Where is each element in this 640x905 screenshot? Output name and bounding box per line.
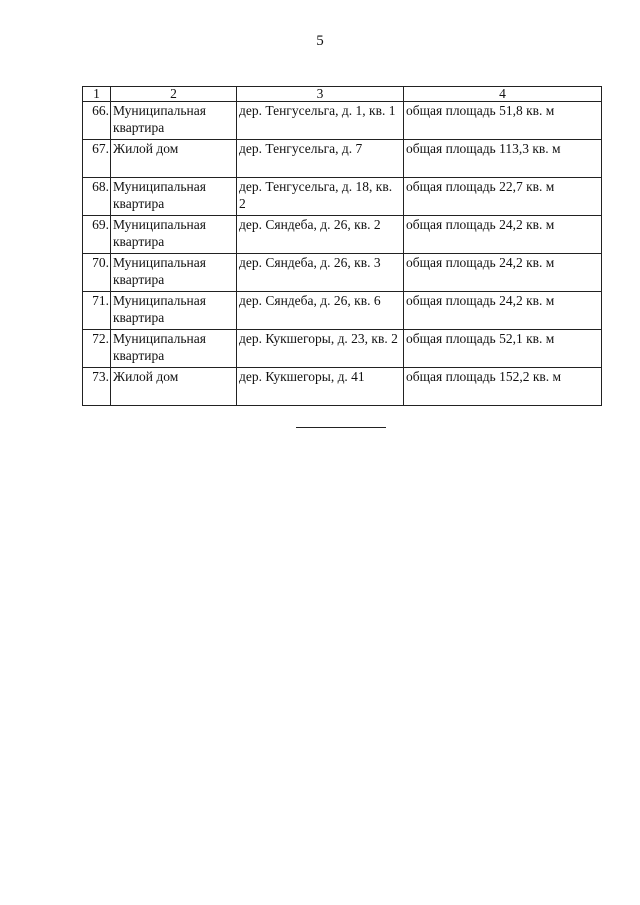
object-area: общая площадь 24,2 кв. м: [404, 254, 602, 292]
table-header-row: [83, 87, 602, 102]
property-table: [82, 86, 602, 406]
row-number: 73.: [83, 368, 111, 406]
object-type: Жилой дом: [111, 368, 237, 406]
object-area: общая площадь 24,2 кв. м: [404, 216, 602, 254]
end-of-table-rule: [296, 427, 386, 428]
object-type: Муниципальная квартира: [111, 216, 237, 254]
object-type: Муниципальная квартира: [111, 292, 237, 330]
column-header: 3: [237, 87, 404, 102]
object-area: общая площадь 22,7 кв. м: [404, 178, 602, 216]
page-number: 5: [316, 33, 324, 49]
table-row: [83, 178, 602, 216]
object-area: общая площадь 113,3 кв. м: [404, 140, 602, 178]
column-header: 2: [111, 87, 237, 102]
object-address: дер. Кукшегоры, д. 41: [237, 368, 404, 406]
row-number: 68.: [83, 178, 111, 216]
table-row: [83, 216, 602, 254]
object-area: общая площадь 52,1 кв. м: [404, 330, 602, 368]
object-address: дер. Кукшегоры, д. 23, кв. 2: [237, 330, 404, 368]
table-row: [83, 330, 602, 368]
table-row: [83, 254, 602, 292]
object-area: общая площадь 51,8 кв. м: [404, 102, 602, 140]
object-type: Муниципальная квартира: [111, 330, 237, 368]
object-type: Жилой дом: [111, 140, 237, 178]
column-header: 4: [404, 87, 602, 102]
object-address: дер. Сяндеба, д. 26, кв. 3: [237, 254, 404, 292]
object-type: Муниципальная квартира: [111, 178, 237, 216]
column-header: 1: [83, 87, 111, 102]
object-address: дер. Сяндеба, д. 26, кв. 2: [237, 216, 404, 254]
row-number: 67.: [83, 140, 111, 178]
object-type: Муниципальная квартира: [111, 254, 237, 292]
row-number: 69.: [83, 216, 111, 254]
object-area: общая площадь 152,2 кв. м: [404, 368, 602, 406]
table-row: [83, 292, 602, 330]
object-type: Муниципальная квартира: [111, 102, 237, 140]
object-address: дер. Тенгусельга, д. 1, кв. 1: [237, 102, 404, 140]
row-number: 66.: [83, 102, 111, 140]
table-row: [83, 102, 602, 140]
row-number: 72.: [83, 330, 111, 368]
object-address: дер. Тенгусельга, д. 7: [237, 140, 404, 178]
object-address: дер. Сяндеба, д. 26, кв. 6: [237, 292, 404, 330]
table-row: [83, 140, 602, 178]
object-area: общая площадь 24,2 кв. м: [404, 292, 602, 330]
table-row: [83, 368, 602, 406]
row-number: 71.: [83, 292, 111, 330]
object-address: дер. Тенгусельга, д. 18, кв. 2: [237, 178, 404, 216]
row-number: 70.: [83, 254, 111, 292]
